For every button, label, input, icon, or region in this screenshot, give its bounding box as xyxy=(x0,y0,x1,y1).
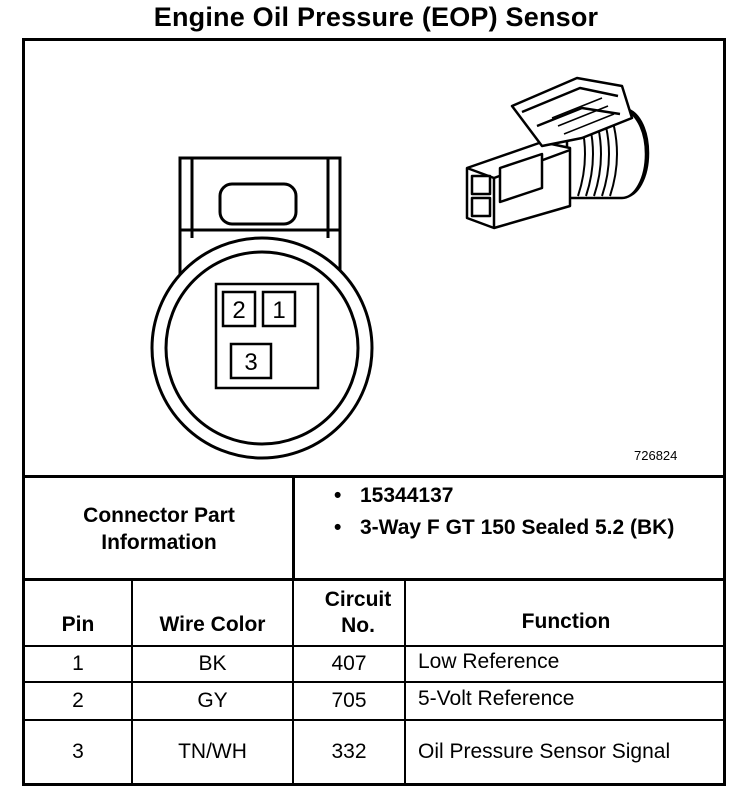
header-pin: Pin xyxy=(61,613,95,636)
cell-circuit: 705 xyxy=(331,689,367,712)
cell-wire-color: BK xyxy=(198,652,227,675)
cell-pin: 3 xyxy=(72,740,84,763)
connector-info-item: • 15344137 xyxy=(332,482,722,510)
cell-wire-color: GY xyxy=(197,689,228,712)
connector-info-label: Connector Part Information xyxy=(83,503,235,554)
cell-pin: 2 xyxy=(72,689,84,712)
page-title: Engine Oil Pressure (EOP) Sensor xyxy=(153,2,599,32)
pin-label: 2 xyxy=(232,297,246,324)
cell-circuit: 332 xyxy=(331,740,367,763)
cell-wire-color: TN/WH xyxy=(178,740,247,763)
pin-cavities xyxy=(216,284,318,388)
figure-id: 726824 xyxy=(634,448,678,463)
cell-circuit: 407 xyxy=(331,652,367,675)
header-circuit-no: Circuit No. xyxy=(324,588,392,637)
connector-info-list xyxy=(332,482,722,546)
connector-illustration xyxy=(22,38,726,478)
pin-label: 3 xyxy=(244,349,258,376)
connector-info-item: • 3-Way F GT 150 Sealed 5.2 (BK) xyxy=(332,514,722,542)
cell-function: Low Reference xyxy=(418,650,560,673)
header-function: Function xyxy=(521,610,611,633)
cell-pin: 1 xyxy=(72,652,84,675)
pin-label: 1 xyxy=(272,297,286,324)
cell-function: Oil Pressure Sensor Signal xyxy=(418,740,671,763)
connector-perspective-view xyxy=(467,78,648,228)
cell-function: 5-Volt Reference xyxy=(418,687,575,710)
header-wire-color: Wire Color xyxy=(159,613,266,636)
